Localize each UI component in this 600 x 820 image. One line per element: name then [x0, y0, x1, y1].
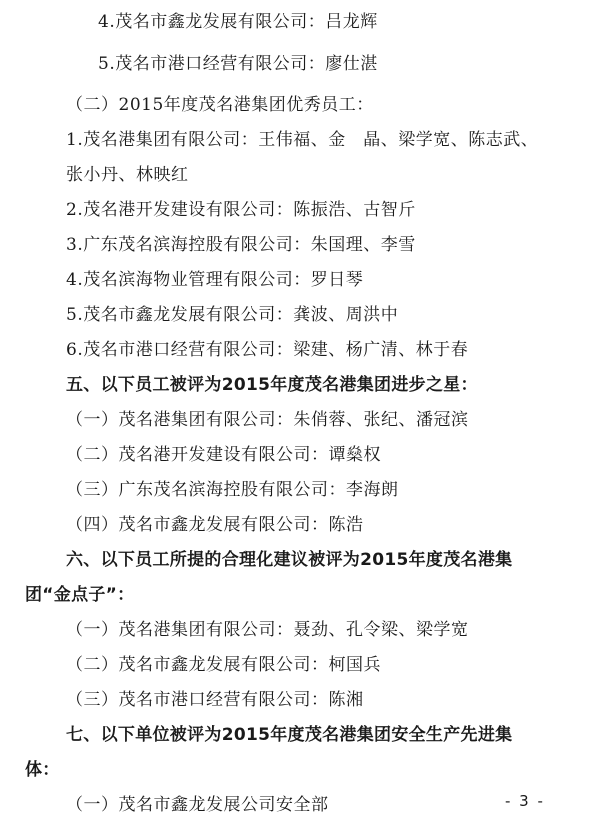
section-heading-progress-star: 五、以下员工被评为2015年度茂名港集团进步之星：	[66, 375, 478, 395]
award-line-excellent-staff-1-continued: 张小丹、林映红	[66, 165, 189, 185]
award-line-progress-star-2: （二）茂名港开发建设有限公司：谭燊权	[66, 445, 381, 465]
award-line-golden-idea-3: （三）茂名市港口经营有限公司：陈湘	[66, 690, 364, 710]
award-line-excellent-staff-5: 5.茂名市鑫龙发展有限公司：龚波、周洪中	[66, 305, 399, 325]
award-line-individual-4: 4.茂名市鑫龙发展有限公司：吕龙辉	[98, 12, 378, 32]
award-line-progress-star-4: （四）茂名市鑫龙发展有限公司：陈浩	[66, 515, 364, 535]
award-line-progress-star-3: （三）广东茂名滨海控股有限公司：李海朗	[66, 480, 399, 500]
award-line-individual-5: 5.茂名市港口经营有限公司：廖仕湛	[98, 54, 378, 74]
section-heading-golden-idea: 六、以下员工所提的合理化建议被评为2015年度茂名港集	[66, 550, 513, 570]
award-line-excellent-staff-3: 3.广东茂名滨海控股有限公司：朱国理、李雪	[66, 235, 416, 255]
award-line-progress-star-1: （一）茂名港集团有限公司：朱俏蓉、张纪、潘冠滨	[66, 410, 469, 430]
subsection-heading-excellent-staff: （二）2015年度茂名港集团优秀员工：	[66, 95, 374, 115]
award-line-excellent-staff-4: 4.茂名滨海物业管理有限公司：罗日琴	[66, 270, 364, 290]
award-line-safety-unit-1: （一）茂名市鑫龙发展公司安全部	[66, 795, 329, 815]
award-line-golden-idea-2: （二）茂名市鑫龙发展有限公司：柯国兵	[66, 655, 381, 675]
award-line-golden-idea-1: （一）茂名港集团有限公司：聂劲、孔令梁、梁学宽	[66, 620, 469, 640]
section-heading-golden-idea-continued: 团“金点子”：	[25, 585, 135, 605]
page-number: - 3 -	[505, 792, 545, 810]
section-heading-safety-unit: 七、以下单位被评为2015年度茂名港集团安全生产先进集	[66, 725, 513, 745]
award-line-excellent-staff-2: 2.茂名港开发建设有限公司：陈振浩、古智斤	[66, 200, 416, 220]
award-line-excellent-staff-6: 6.茂名市港口经营有限公司：梁建、杨广清、林于春	[66, 340, 469, 360]
section-heading-safety-unit-continued: 体：	[25, 760, 60, 780]
award-line-excellent-staff-1: 1.茂名港集团有限公司：王伟福、金 晶、梁学宽、陈志武、	[66, 130, 539, 150]
